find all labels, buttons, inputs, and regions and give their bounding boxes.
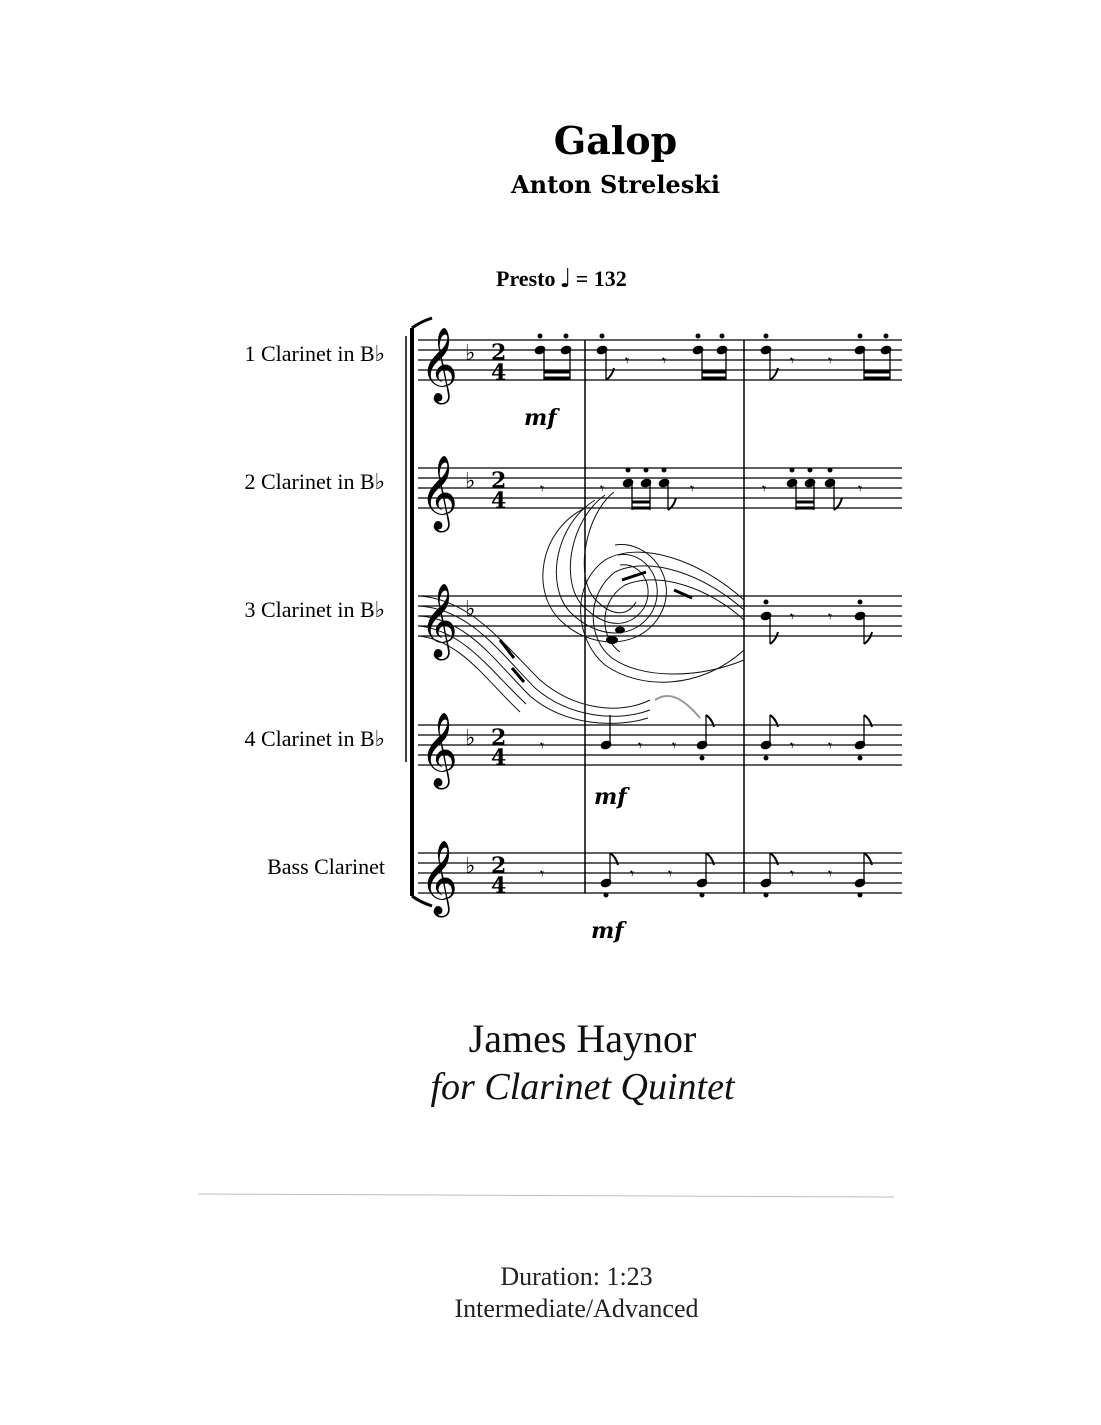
svg-text:𝄾: 𝄾 [828,607,833,626]
svg-text:𝄾: 𝄾 [790,351,795,370]
dynamic-mf: mf [594,784,627,810]
svg-text:𝄾: 𝄾 [600,479,605,498]
svg-text:𝄾: 𝄾 [828,864,833,883]
ensemble-line: for Clarinet Quintet [430,1066,735,1108]
svg-text:𝄾: 𝄾 [540,479,545,498]
instrument-label-clarinet-4: 4 Clarinet in B♭ [244,726,385,751]
piece-title: Galop [553,118,678,163]
svg-text:𝄾: 𝄾 [630,864,635,883]
time-sig-top: 2 [491,725,507,751]
svg-text:𝄾: 𝄾 [625,351,630,370]
svg-text:𝄾: 𝄾 [828,736,833,755]
svg-text:𝄾: 𝄾 [668,864,673,883]
svg-text:𝄾: 𝄾 [690,479,695,498]
dynamic-mf: mf [591,918,624,944]
flat-icon: ♭ [465,341,476,366]
svg-text:𝄾: 𝄾 [762,479,767,498]
notes-clarinet-2 [540,468,862,510]
notes-bass-clarinet [540,853,872,897]
svg-text:𝄾: 𝄾 [540,736,545,755]
flat-icon: ♭ [465,854,476,879]
treble-clef-icon: 𝄞 [420,456,458,530]
flat-icon: ♭ [465,469,476,494]
divider-line [198,1193,894,1197]
time-sig-top: 2 [491,853,507,879]
time-sig-top: 2 [491,468,507,494]
svg-text:𝄾: 𝄾 [790,736,795,755]
flat-icon: ♭ [465,726,476,751]
quarter-note-icon: ♩ [559,264,572,294]
composer-name: Anton Streleski [511,170,720,199]
arranger-name: James Haynor [468,1016,697,1061]
svg-text:𝄾: 𝄾 [662,351,667,370]
svg-text:𝄾: 𝄾 [858,479,863,498]
treble-clef-icon: 𝄞 [420,841,458,915]
tempo-value: = 132 [575,266,627,291]
instrument-label-clarinet-3: 3 Clarinet in B♭ [244,597,385,622]
svg-text:𝄾: 𝄾 [790,607,795,626]
dynamic-mf: mf [524,405,557,431]
flat-icon: ♭ [465,597,476,622]
svg-text:𝄾: 𝄾 [540,864,545,883]
time-sig-bottom: 4 [491,745,507,771]
instrument-label-clarinet-2: 2 Clarinet in B♭ [244,469,385,494]
duration-text: Duration: 1:23 [500,1262,653,1291]
notes-clarinet-1 [534,334,892,380]
instrument-label-bass-clarinet: Bass Clarinet [267,854,385,879]
difficulty-level: Intermediate/Advanced [454,1294,699,1323]
time-sig-bottom: 4 [491,360,507,386]
svg-text:𝄾: 𝄾 [672,736,677,755]
treble-clef-icon: 𝄞 [420,713,458,787]
time-sig-bottom: 4 [491,488,507,514]
time-sig-top: 2 [491,340,507,366]
svg-text:𝄾: 𝄾 [828,351,833,370]
time-sig-bottom: 4 [491,873,507,899]
treble-clef-icon: 𝄞 [420,328,458,402]
svg-text:𝄾: 𝄾 [790,864,795,883]
treble-clef-icon: 𝄞 [420,584,458,658]
tempo-word: Presto [496,266,556,291]
instrument-label-clarinet-1: 1 Clarinet in B♭ [244,341,385,366]
svg-text:𝄾: 𝄾 [638,736,643,755]
